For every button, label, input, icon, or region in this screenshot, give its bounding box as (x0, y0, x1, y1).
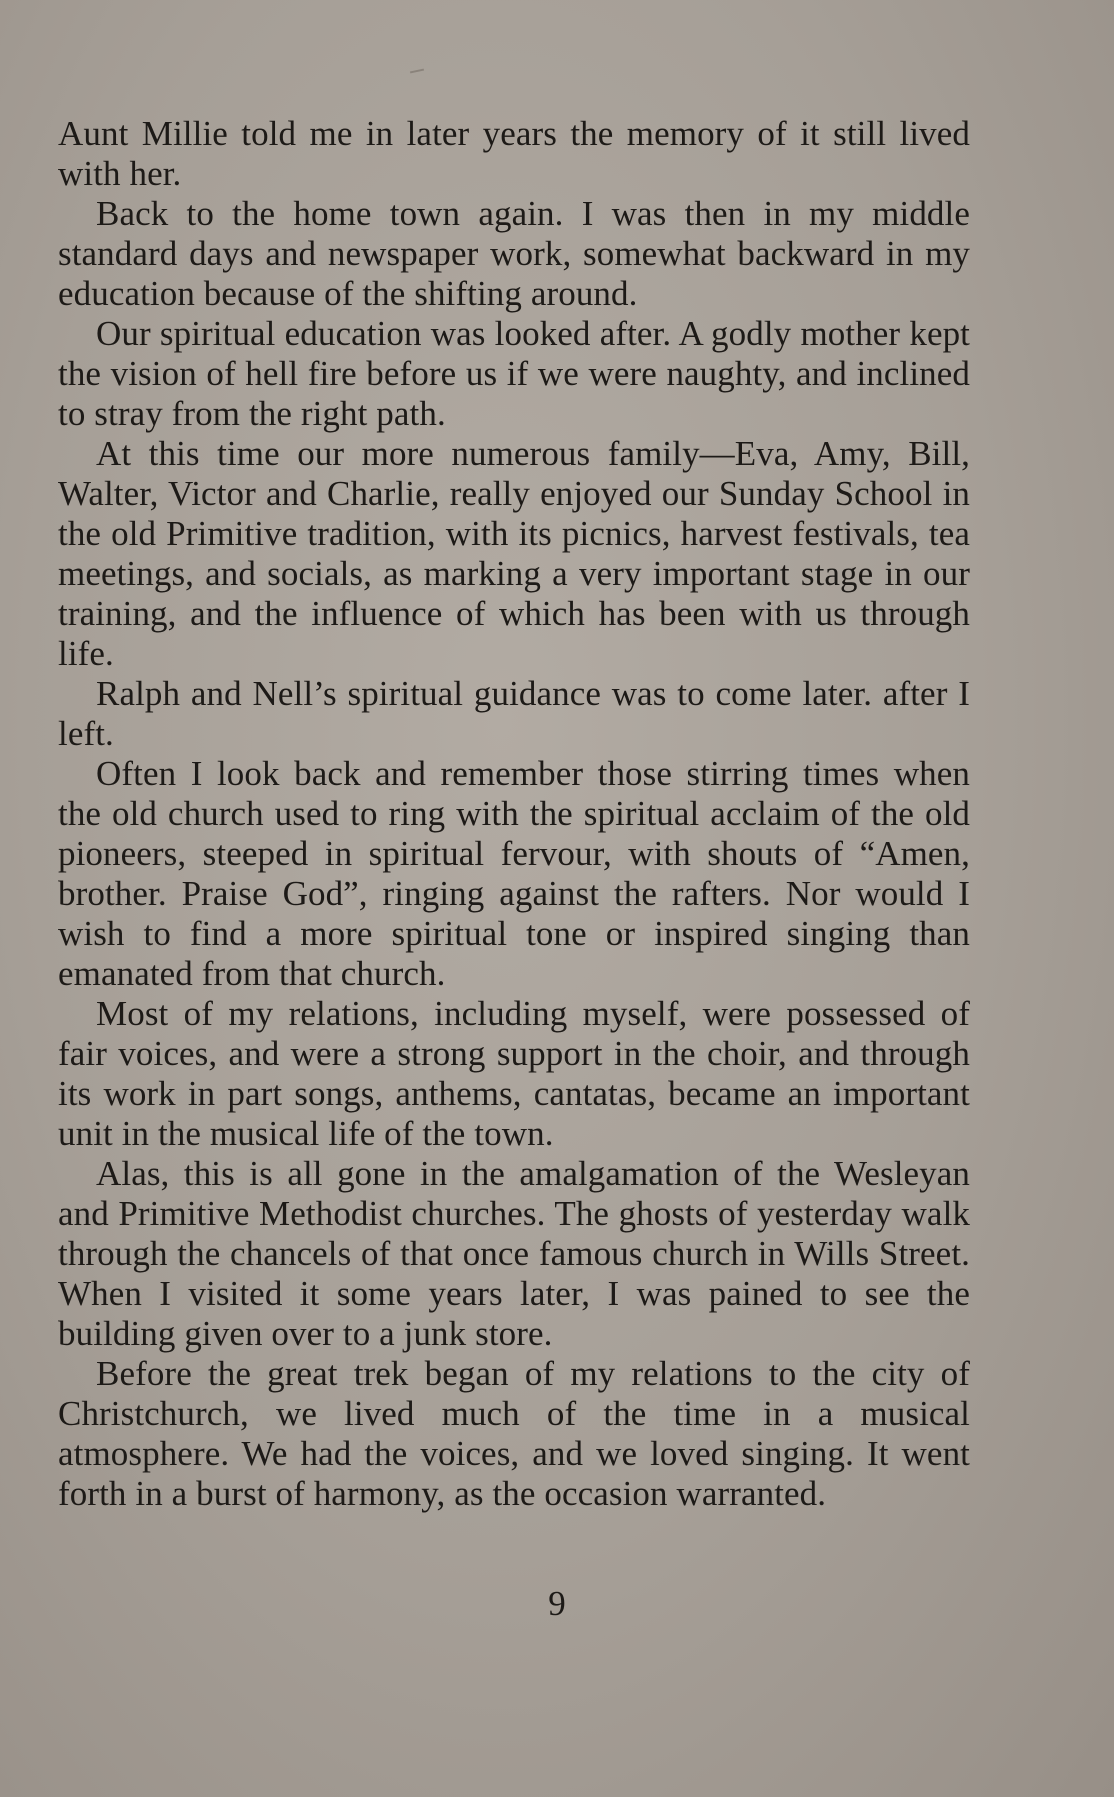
paragraph: Aunt Millie told me in later years the memory of it still lived with her. (58, 114, 970, 193)
paragraph: Often I look back and remember those stirring times when the old church used to ring with the spiritual acclaim of the old pioneers, steeped in spiritual fervour, with shouts of “Amen, brother. Praise God”, ringing against the rafters. Nor would I wish to find a more spiritual tone or inspired singing than emanated from that church. (58, 754, 970, 993)
ink-speck (410, 69, 424, 74)
paragraph: Our spiritual education was looked after. A godly mother kept the vision of hell fire before us if we were naughty, and inclined to stray from the right path. (58, 314, 970, 433)
paragraph: Ralph and Nell’s spiritual guidance was to come later. after I left. (58, 674, 970, 753)
page-number: 9 (548, 1584, 566, 1623)
paragraph: Most of my relations, including myself, were possessed of fair voices, and were a strong support in the choir, and through its work in part songs, anthems, cantatas, became an important unit in the musical life of the town. (58, 994, 970, 1153)
paragraph: Before the great trek began of my relations to the city of Christchurch, we lived much of the time in a musical atmosphere. We had the voices, and we loved singing. It went forth in a burst of harmony, as the occasion warranted. (58, 1354, 970, 1513)
paragraph: Alas, this is all gone in the amalgamation of the Wesleyan and Primitive Methodist churches. The ghosts of yesterday walk through the chancels of that once famous church in Wills Street. When I visited it some years later, I was pained to see the building given over to a junk store. (58, 1154, 970, 1353)
body-text (58, 114, 970, 1514)
paragraph: At this time our more numerous family—Eva, Amy, Bill, Walter, Victor and Charlie, really enjoyed our Sunday School in the old Primitive tradition, with its picnics, harvest festivals, tea meetings, and socials, as marking a very important stage in our training, and the influence of which has been with us through life. (58, 434, 970, 673)
paragraph: Back to the home town again. I was then in my middle standard days and newspaper work, somewhat backward in my education because of the shifting around. (58, 194, 970, 313)
